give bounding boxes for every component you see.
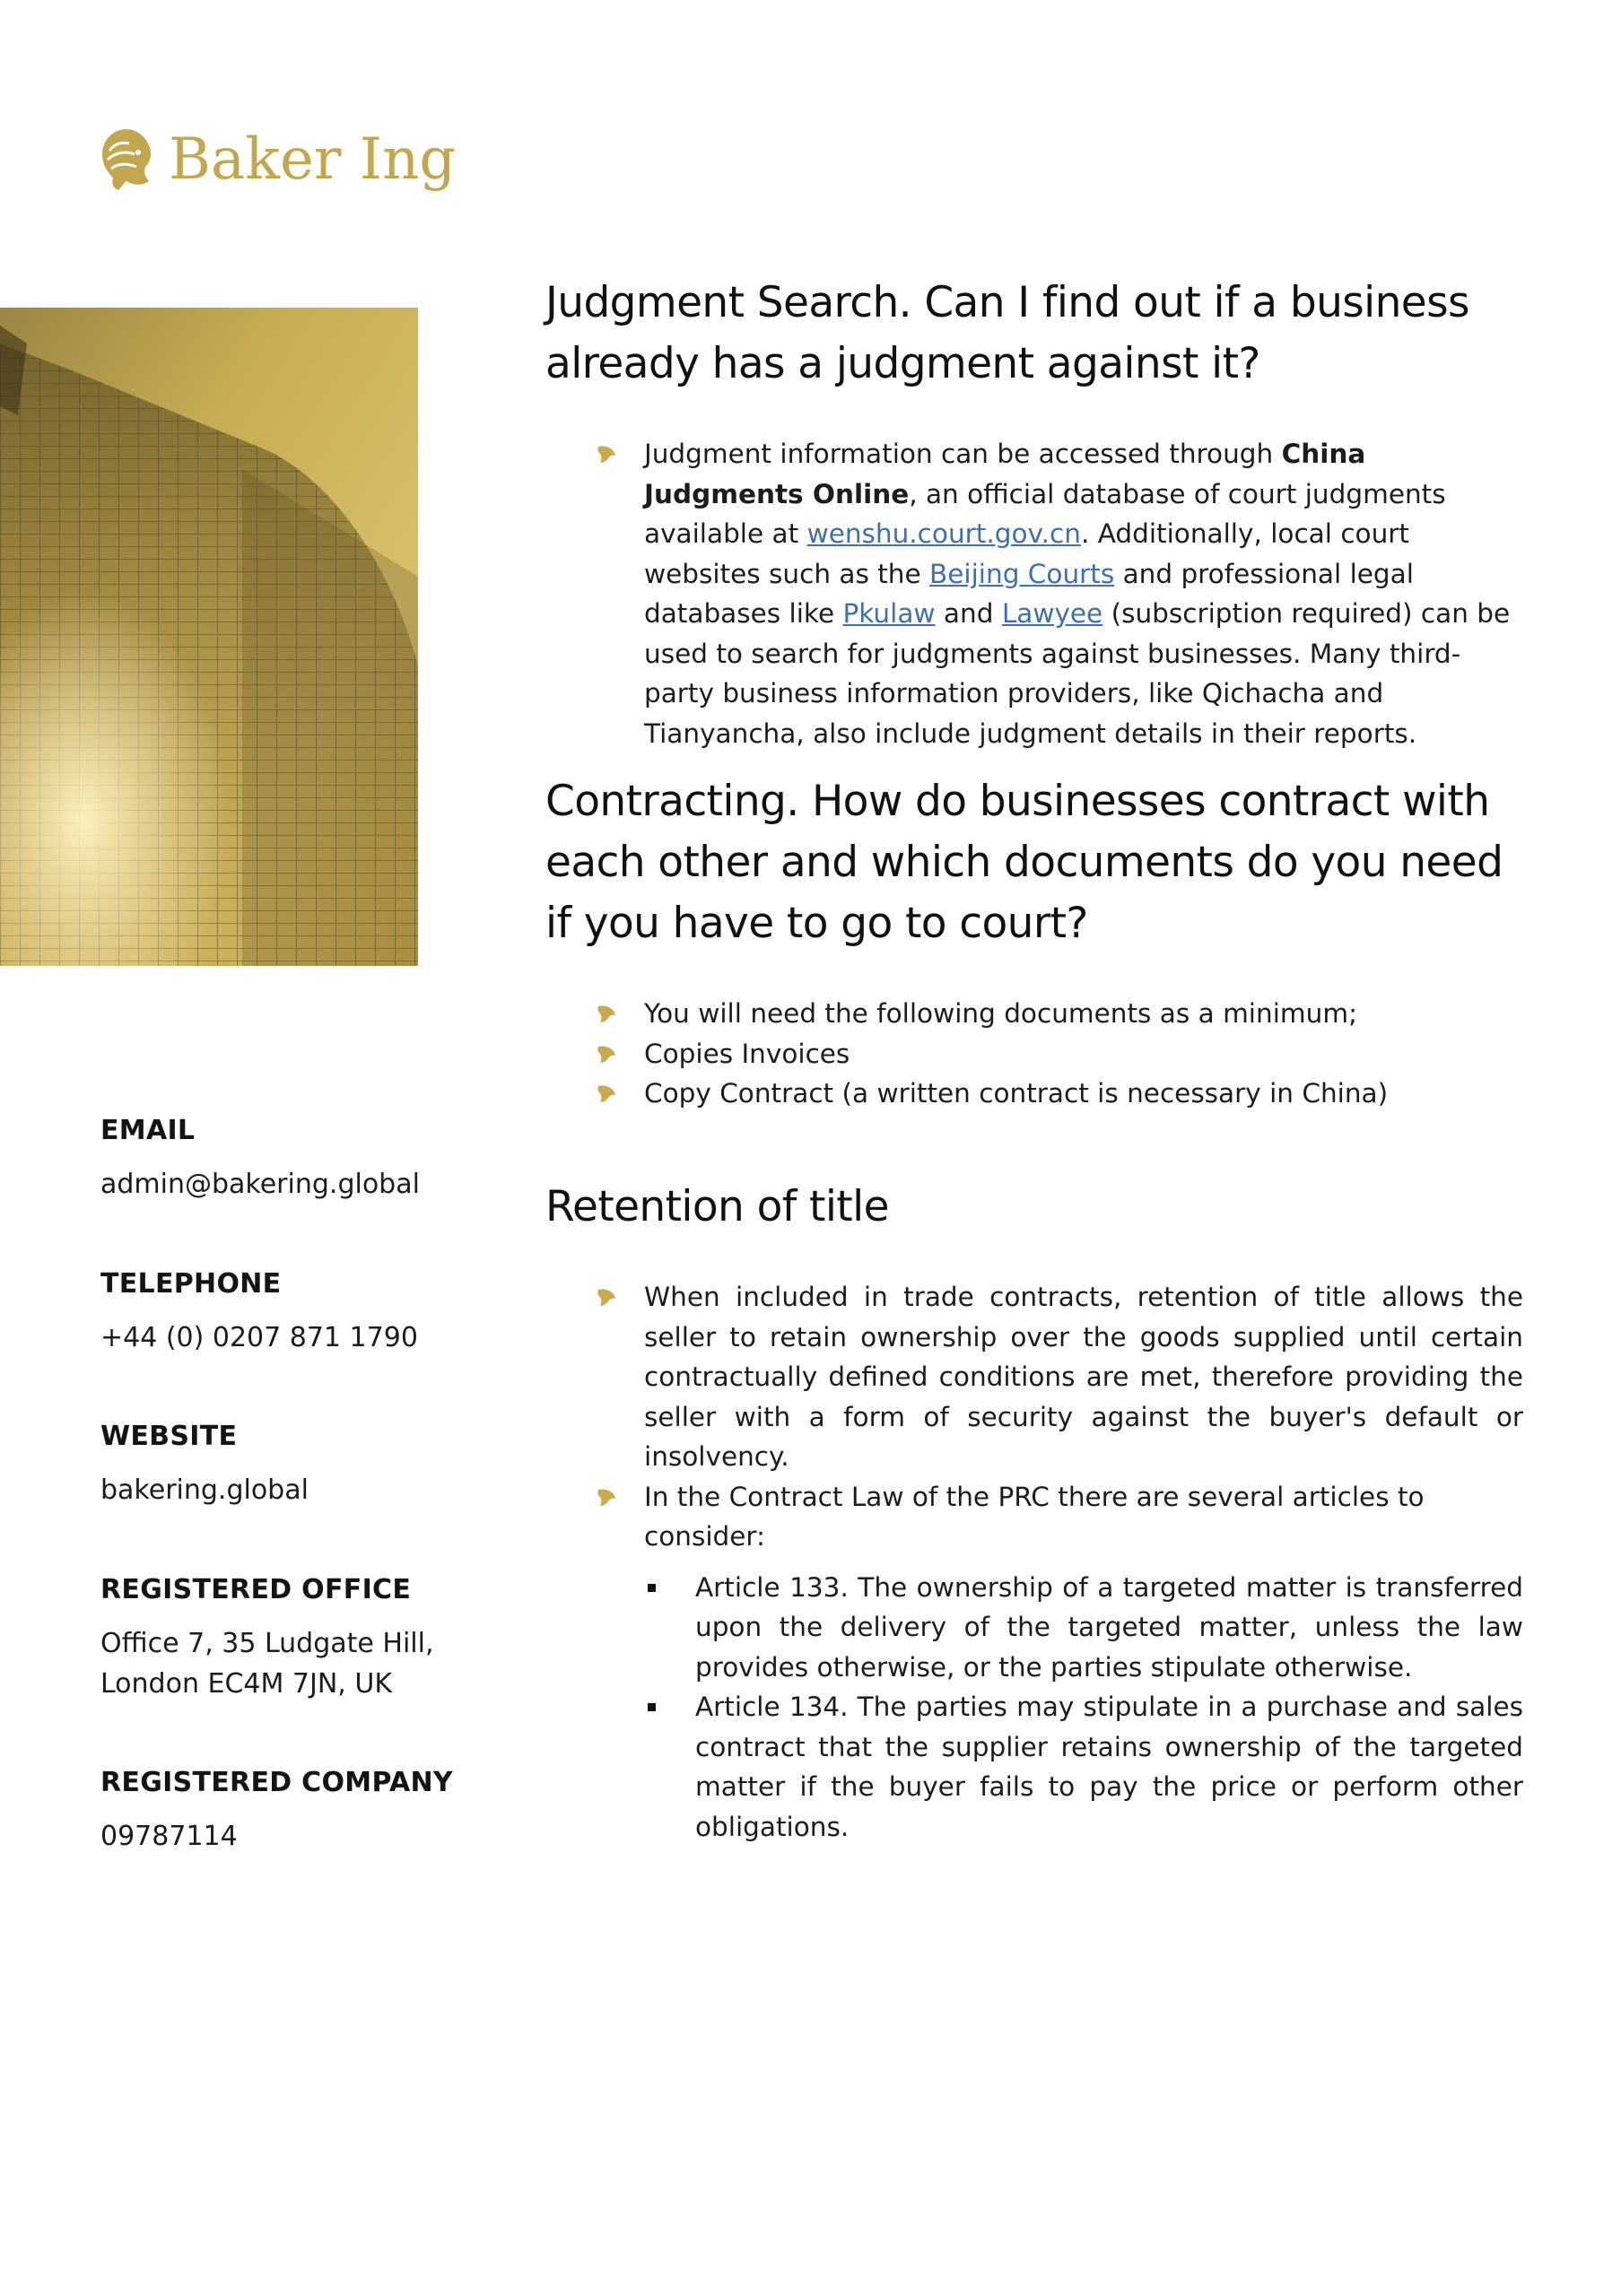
link-lawyee[interactable]: Lawyee bbox=[1001, 598, 1103, 629]
retention-list bbox=[545, 1277, 1523, 1557]
telephone-value[interactable]: +44 (0) 0207 871 1790 bbox=[100, 1322, 418, 1353]
office-line: London EC4M 7JN, UK bbox=[100, 1668, 392, 1700]
item-text: When included in trade contracts, retention of title allows the seller to retain ownership over the goods supplied until certain contractually defined conditions are met, therefore providing the seller with a form of security against the buyer's default or insolvency. bbox=[644, 1282, 1523, 1472]
list-item bbox=[545, 434, 1523, 753]
article-list bbox=[545, 1568, 1523, 1848]
bold-term: China Judgments Online bbox=[644, 439, 1366, 509]
item-text: Copies Invoices bbox=[644, 1038, 850, 1069]
list-item bbox=[545, 1277, 1523, 1477]
list-item bbox=[545, 1477, 1523, 1557]
website-value[interactable]: bakering.global bbox=[100, 1474, 309, 1506]
building-image bbox=[0, 308, 418, 966]
contact-label: REGISTERED OFFICE bbox=[100, 1574, 412, 1605]
link-beijing-courts[interactable]: Beijing Courts bbox=[929, 558, 1115, 589]
judgment-list bbox=[545, 434, 1523, 753]
text-segment: Judgment information can be accessed through bbox=[644, 439, 1282, 469]
contact-email bbox=[100, 1115, 459, 1205]
text-segment: and bbox=[935, 598, 1002, 629]
contact-label: EMAIL bbox=[100, 1115, 196, 1146]
square-bullet-icon bbox=[648, 1703, 656, 1711]
lion-bullet-icon bbox=[595, 1286, 618, 1309]
lion-head-icon bbox=[97, 126, 156, 194]
square-bullet-icon bbox=[648, 1584, 656, 1592]
contact-registered-office bbox=[100, 1574, 459, 1704]
section-retention bbox=[545, 1177, 1523, 1847]
link-wenshu[interactable]: wenshu.court.gov.cn bbox=[806, 518, 1081, 549]
section-title: Judgment Search. Can I find out if a business already has a judgment against it? bbox=[545, 278, 1469, 388]
article-item bbox=[545, 1687, 1523, 1847]
text-segment: (subscription required) can be used to search for judgments against businesses. Many third-party business information providers, like Qichacha and Tianyancha, also include judgment details in their reports. bbox=[644, 598, 1511, 749]
article-text: Article 133. The ownership of a targeted matter is transferred upon the delivery of the targeted matter, unless the law provides otherwise, or the parties stipulate otherwise. bbox=[695, 1571, 1523, 1683]
company-number: 09787114 bbox=[100, 1821, 238, 1852]
lion-bullet-icon bbox=[595, 1083, 618, 1106]
office-line: Office 7, 35 Ludgate Hill, bbox=[100, 1628, 434, 1659]
contact-label: TELEPHONE bbox=[100, 1268, 282, 1300]
section-title: Contracting. How do businesses contract with each other and which documents do you need if you have to go to court? bbox=[545, 777, 1503, 948]
contact-telephone bbox=[100, 1268, 459, 1358]
contact-registered-company bbox=[100, 1767, 459, 1857]
link-pkulaw[interactable]: Pkulaw bbox=[842, 598, 936, 629]
item-text: Copy Contract (a written contract is necessary in China) bbox=[644, 1078, 1389, 1109]
lion-bullet-icon bbox=[595, 1003, 618, 1026]
contact-label: WEBSITE bbox=[100, 1421, 238, 1452]
lion-bullet-icon bbox=[595, 1043, 618, 1066]
item-text: You will need the following documents as a minimum; bbox=[644, 998, 1358, 1029]
section-title: Retention of title bbox=[545, 1182, 889, 1231]
text-segment: . Additionally, local court websites such as the bbox=[644, 518, 1409, 589]
contact-website bbox=[100, 1421, 459, 1510]
section-contracting bbox=[545, 771, 1523, 1114]
item-text: In the Contract Law of the PRC there are several articles to consider: bbox=[644, 1481, 1425, 1552]
section-judgment bbox=[545, 273, 1523, 753]
text-segment: and professional legal databases like bbox=[644, 558, 1414, 629]
article-text: Article 134. The parties may stipulate in a purchase and sales contract that the supplier retains ownership of the targeted matter if the buyer fails to pay the price or perform other obligations. bbox=[695, 1692, 1523, 1842]
list-item bbox=[545, 1074, 1523, 1114]
list-item bbox=[545, 1034, 1523, 1074]
article-item bbox=[545, 1568, 1523, 1688]
lion-bullet-icon bbox=[595, 443, 618, 466]
contracting-list bbox=[545, 994, 1523, 1114]
list-item bbox=[545, 994, 1523, 1034]
brand-name: Baker Ing bbox=[169, 126, 457, 193]
text-segment: , an official database of court judgments available at bbox=[644, 478, 1446, 549]
contact-label: REGISTERED COMPANY bbox=[100, 1767, 453, 1798]
lion-bullet-icon bbox=[595, 1486, 618, 1509]
brand-logo bbox=[97, 124, 456, 196]
email-value[interactable]: admin@bakering.global bbox=[100, 1169, 420, 1200]
